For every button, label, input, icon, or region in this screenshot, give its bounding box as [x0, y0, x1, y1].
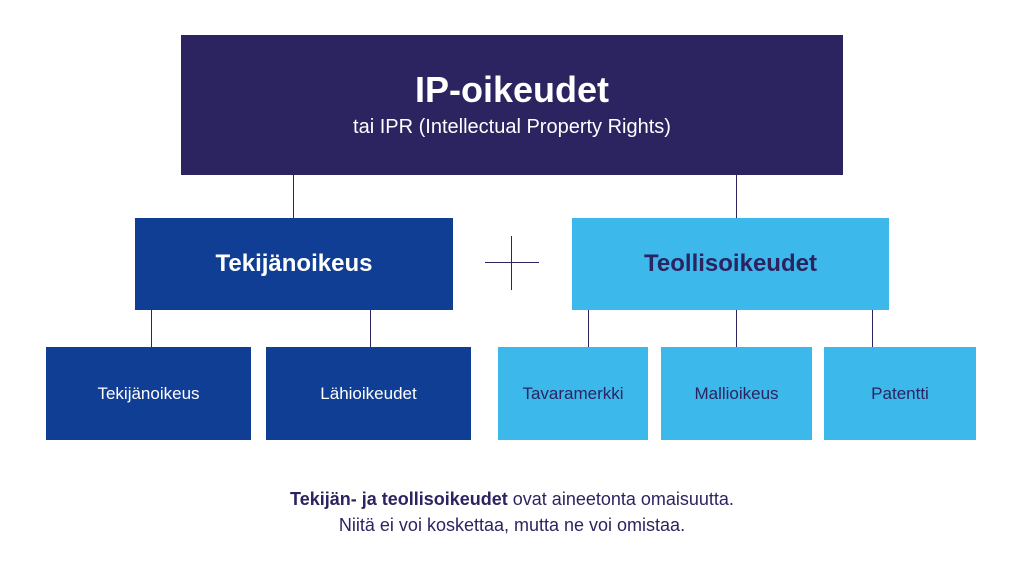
ip-rights-subtitle: tai IPR (Intellectual Property Rights) — [353, 116, 671, 138]
connector-left-2 — [370, 310, 371, 347]
connector-right-3 — [872, 310, 873, 347]
leaf-design-right-label: Mallioikeus — [694, 383, 779, 403]
copyright-label: Tekijänoikeus — [215, 250, 373, 277]
leaf-related-rights-label: Lähioikeudet — [320, 383, 417, 403]
leaf-patent-label: Patentti — [871, 383, 929, 403]
plus-sign-horizontal — [485, 262, 539, 263]
leaf-copyright-label: Tekijänoikeus — [97, 383, 200, 403]
footer-text — [0, 486, 1024, 538]
leaf-trademark — [498, 347, 648, 440]
connector-top-left — [293, 175, 294, 218]
ip-rights-title: IP-oikeudet — [414, 69, 610, 110]
footer-bold: Tekijän- ja teollisoikeudet — [290, 489, 508, 509]
footer-rest: ovat aineetonta omaisuutta. — [507, 489, 734, 509]
industrial-rights-box — [572, 218, 889, 310]
leaf-patent — [824, 347, 976, 440]
connector-left-1 — [151, 310, 152, 347]
leaf-related-rights — [266, 347, 471, 440]
plus-sign-vertical — [511, 236, 512, 290]
leaf-design-right — [661, 347, 812, 440]
footer-line-2: Niitä ei voi koskettaa, mutta ne voi omistaa. — [338, 515, 686, 535]
leaf-trademark-label: Tavaramerkki — [522, 383, 624, 403]
industrial-rights-label: Teollisoikeudet — [644, 250, 817, 277]
leaf-copyright — [46, 347, 251, 440]
copyright-box — [135, 218, 453, 310]
connector-right-2 — [736, 310, 737, 347]
connector-top-right — [736, 175, 737, 218]
ip-rights-box — [181, 35, 843, 175]
connector-right-1 — [588, 310, 589, 347]
footer-line-1 — [0, 486, 1024, 512]
